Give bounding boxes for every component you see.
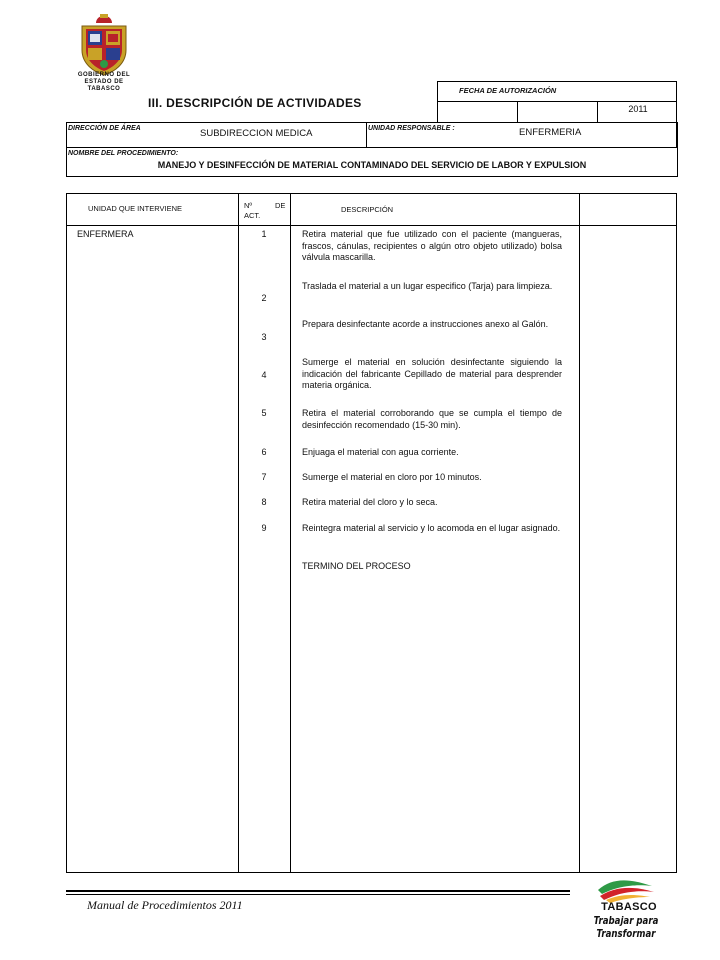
column-header-number-de: DE [275,201,286,210]
responsible-unit-label: UNIDAD RESPONSABLE : [368,125,455,132]
government-line-3: TABASCO [87,86,121,92]
activity-number: 2 [261,293,267,303]
divider [366,122,367,147]
activity-description: Reintegra material al servicio y lo acomoda en el lugar asignado. [302,523,561,533]
activity-description: Retira material del cloro y lo seca. [302,497,438,507]
process-end-text: TERMINO DEL PROCESO [302,561,411,571]
activity-description: Prepara desinfectante acorde a instrucciones anexo al Galón. [302,319,549,329]
responsible-unit-value: ENFERMERIA [519,127,582,138]
column-header-number-act: ACT. [244,211,261,220]
activity-description: Sumerge el material en solución desinfectante siguiendo la indicación del fabricante Cepillado de material para desprender materia orgánica. [302,357,562,390]
divider [517,101,518,123]
procedure-name-label: NOMBRE DEL PROCEDIMIENTO: [68,150,179,157]
manual-title: Manual de Procedimientos 2011 [87,898,243,912]
divider [597,101,598,123]
column-divider [290,193,291,873]
government-name [64,72,144,93]
divider [66,147,678,148]
activity-description: Sumerge el material en cloro por 10 minutos. [302,472,482,482]
activity-number: 7 [261,472,267,482]
tabasco-brand: TABASCO [601,901,657,913]
activity-number: 1 [261,229,267,239]
activity-description: Retira material que fue utilizado con el paciente (mangueras, frascos, cánulas, recipientes o algún otro objeto utilizado) bolsa válvula mascarilla. [302,229,562,262]
government-line-1: GOBIERNO DEL [77,72,131,78]
activity-description: Retira el material corroborando que se cumpla el tiempo de desinfección recomendado (15-30 min). [302,408,562,430]
state-crest-icon [78,14,130,76]
column-divider [579,193,580,873]
activity-number: 9 [261,523,267,533]
divider [437,101,677,102]
footer-rule [66,894,570,895]
tabasco-slogan: Trabajar para Transformar [593,914,659,940]
activity-number: 3 [261,332,267,342]
header-divider [66,225,677,226]
activity-number: 6 [261,447,267,457]
activity-number: 4 [261,370,267,380]
column-header-number: Nº [244,201,253,210]
activity-description: Traslada el material a un lugar especifico (Tarja) para limpieza. [302,281,553,291]
area-direction-label: DIRECCIÓN DE ÁREA [68,125,141,132]
footer-rule [66,890,570,892]
procedure-name-value: MANEJO Y DESINFECCIÓN DE MATERIAL CONTAMINADO DEL SERVICIO DE LABOR Y EXPULSION [157,160,587,170]
area-direction-value: SUBDIRECCION MEDICA [200,128,313,139]
government-line-2: ESTADO DE [84,79,124,85]
column-header-unit: UNIDAD QUE INTERVIENE [88,204,183,213]
activity-number: 5 [261,408,267,418]
intervening-unit: ENFERMERA [77,229,134,239]
column-header-description: DESCRIPCIÓN [341,205,394,214]
divider [676,122,678,147]
activity-number: 8 [261,497,267,507]
authorization-date-label: FECHA DE AUTORIZACIÓN [459,86,557,95]
authorization-year: 2011 [628,104,648,114]
section-title: III. DESCRIPCIÓN DE ACTIVIDADES [148,96,362,110]
activity-description: Enjuaga el material con agua corriente. [302,447,459,457]
